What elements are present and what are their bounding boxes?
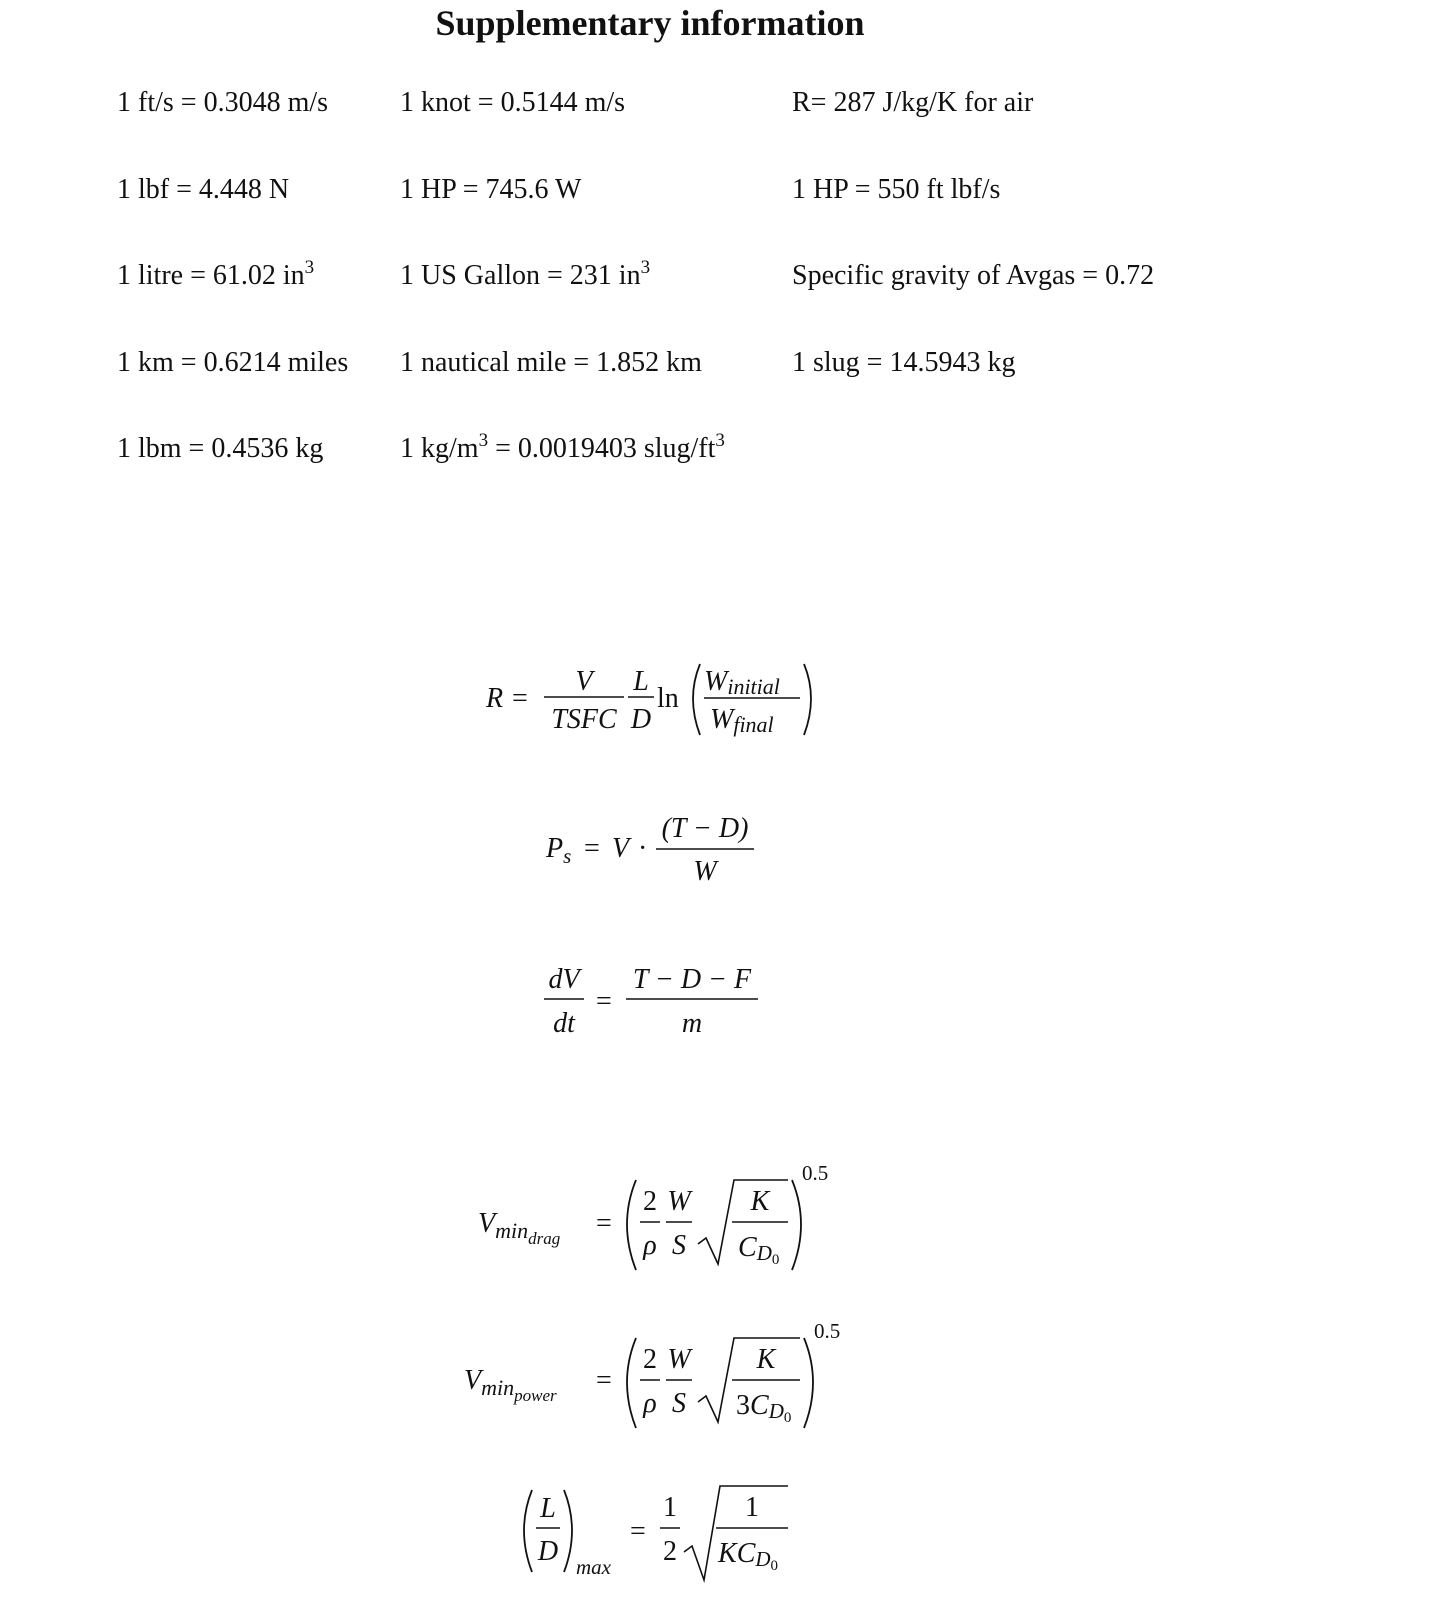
max-subscript: max	[576, 1555, 611, 1579]
drag-symbol: D	[630, 704, 652, 735]
net-force: T − D − F	[632, 964, 752, 995]
zero-lift-drag-coefficient: CD0	[738, 1232, 780, 1268]
equals-sign: =	[584, 833, 600, 864]
conversion-knot: 1 knot = 0.5144 m/s	[400, 87, 626, 118]
range-equation	[485, 664, 811, 737]
two: 2	[663, 1536, 677, 1567]
exponent: 0.5	[814, 1319, 841, 1343]
density-symbol: ρ	[643, 1230, 657, 1261]
v-min-power-equation	[464, 1319, 840, 1428]
right-paren	[804, 1338, 813, 1428]
conversion-hp-watt: 1 HP = 745.6 W	[400, 174, 582, 205]
conversion-km: 1 km = 0.6214 miles	[117, 347, 349, 378]
density-symbol: ρ	[643, 1388, 657, 1419]
specific-power-equation	[545, 813, 754, 887]
v-min-drag-symbol: $V_{mindrag}$	[478, 1208, 561, 1248]
weight-symbol: W	[693, 856, 717, 887]
page-title: Supplementary information	[435, 3, 865, 43]
weight-symbol: W	[667, 1186, 691, 1217]
avgas-specific-gravity: Specific gravity of Avgas = 0.72	[792, 260, 1155, 291]
v-min-drag-equation	[478, 1161, 828, 1270]
one: 1	[663, 1492, 677, 1523]
right-paren	[804, 664, 811, 735]
natural-log: ln	[657, 683, 679, 714]
conversion-lbf: 1 lbf = 4.448 N	[117, 174, 290, 205]
wing-area-symbol: S	[672, 1388, 686, 1419]
conversion-density: 1 $kg/m^3 = 0.0019403$ slug/$ft^3$	[400, 430, 725, 464]
wing-area-symbol: S	[672, 1230, 686, 1261]
two: 2	[643, 1186, 657, 1217]
three-zero-lift-drag: 3CD0	[736, 1390, 792, 1426]
weight-initial: Winitial	[704, 666, 780, 699]
acceleration-equation	[544, 964, 758, 1039]
exponent: 0.5	[802, 1161, 829, 1185]
equals-sign: =	[596, 986, 612, 1017]
induced-drag-factor: K	[750, 1186, 770, 1217]
left-paren	[627, 1338, 636, 1428]
k-zero-lift-drag: KCD0	[718, 1538, 779, 1574]
conversion-lbm: 1 lbm = 0.4536 kg	[117, 433, 324, 464]
induced-drag-factor: K	[756, 1344, 776, 1375]
multiply-dot: ·	[638, 833, 648, 864]
conversion-nautical-mile: 1 nautical mile = 1.852 km	[400, 347, 702, 378]
weight-symbol: W	[667, 1344, 691, 1375]
mass-symbol: m	[681, 1008, 703, 1039]
time-differential: dt	[553, 1008, 575, 1039]
equals-sign: =	[512, 683, 528, 714]
weight-final: Wfinal	[710, 704, 774, 737]
conversion-slug: 1 slug = 14.5943 kg	[792, 347, 1016, 378]
velocity-symbol: V	[575, 666, 593, 697]
thrust-minus-drag: (T − D)	[661, 813, 749, 844]
equals-sign: =	[596, 1365, 612, 1396]
left-paren	[524, 1490, 532, 1572]
specific-power-symbol: $P_s$	[546, 833, 572, 868]
gas-constant-air: R= 287 J/kg/K for air	[792, 87, 1034, 118]
two: 2	[643, 1344, 657, 1375]
v-min-power-symbol: $V_{minpower}$	[464, 1365, 557, 1405]
conversion-hp-ftlbf: 1 HP = 550 ft lbf/s	[792, 174, 1001, 205]
conversion-us-gallon: 1 US Gallon = 231 $in^3$	[400, 257, 651, 291]
velocity-differential: dV	[548, 964, 580, 995]
conversion-litre: 1 litre = 61.02 $in^3$	[117, 257, 315, 291]
drag-symbol: D	[537, 1536, 559, 1567]
tsfc-symbol: TSFC	[551, 704, 617, 735]
left-paren	[693, 664, 700, 735]
conversion-ft-s: 1 ft/s = 0.3048 m/s	[117, 87, 329, 118]
right-paren	[792, 1180, 801, 1270]
velocity-symbol: V	[612, 833, 630, 864]
lift-symbol: L	[633, 666, 649, 697]
one: 1	[745, 1492, 759, 1523]
left-paren	[627, 1180, 636, 1270]
max-lift-drag-equation	[524, 1486, 788, 1580]
equals-sign: =	[630, 1516, 646, 1547]
equals-sign: =	[596, 1208, 612, 1239]
lift-symbol: L	[540, 1493, 556, 1524]
right-paren	[564, 1490, 572, 1572]
range-symbol: R	[486, 683, 504, 714]
